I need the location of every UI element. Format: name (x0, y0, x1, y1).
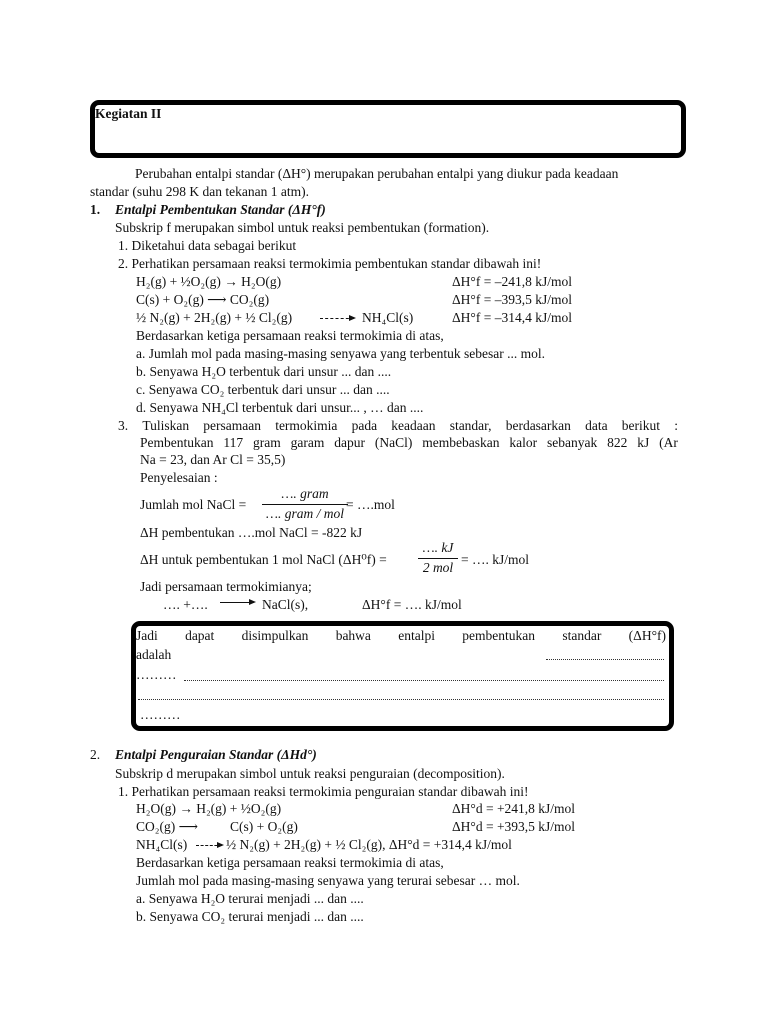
question-b: b. Senyawa H₂O terbentuk dari unsur ... dan .... (136, 364, 392, 379)
section-1-subscript-note: Subskrip f merupakan simbol untuk reaksi pembentukan (formation). (115, 220, 490, 235)
word: gram (253, 435, 281, 450)
section-2-mol-question: Jumlah mol pada masing-masing senyawa yang terurai sebesar … mol. (136, 873, 520, 888)
section-1-based-on: Berdasarkan ketiga persamaan reaksi termokimia di atas, (136, 328, 444, 343)
formation-equation-3-reactants: ½ N₂(g) + 2H₂(g) + ½ Cl₂(g) (136, 310, 293, 325)
word: 3. (118, 418, 129, 433)
word: sebanyak (546, 435, 598, 450)
conclusion-line-2: adalah (136, 647, 172, 662)
formation-equation-2: C(s) + O₂(g) ⟶ CO₂(g) (136, 292, 270, 307)
section-1-item-1: 1. Diketahui data sebagai berikut (118, 238, 297, 253)
word: bahwa (335, 628, 371, 643)
dh-formation-line: ΔH pembentukan ….mol NaCl = -822 kJ (140, 525, 363, 540)
activity-title-box (90, 100, 686, 158)
formation-enthalpy-3: ΔH°f = –314,4 kJ/mol (452, 310, 572, 325)
formation-enthalpy-1: ΔH°f = –241,8 kJ/mol (452, 274, 572, 289)
dh-per-mol-label: ΔH untuk pembentukan 1 mol NaCl (ΔH⁰f) = (140, 552, 387, 567)
word: berdasarkan (505, 418, 571, 433)
section-1-item-2: 2. Perhatikan persamaan reaksi termokimia pembentukan standar dibawah ini! (118, 256, 542, 271)
word: Jadi (136, 628, 158, 643)
word: berikut (621, 418, 661, 433)
decomposition-equation-2-reactant: CO₂(g) ⟶ (136, 819, 198, 834)
dh-fraction-denominator: 2 mol (422, 560, 454, 575)
question-a: a. Jumlah mol pada masing-masing senyawa yang terbentuk sebesar ... mol. (136, 346, 546, 361)
section-1-item-3-line-2 (140, 434, 678, 451)
fraction-bar (418, 558, 458, 559)
word: kalor (509, 435, 538, 450)
word: kJ (637, 435, 650, 450)
word: pembentukan (462, 628, 536, 643)
intro-line-2: standar (suhu 298 K dan tekanan 1 atm). (90, 184, 309, 199)
word: Tuliskan (142, 418, 190, 433)
final-equation-reactants: …. +…. (163, 597, 208, 612)
section-1-item-3-line-1 (118, 417, 678, 434)
word: disimpulkan (241, 628, 309, 643)
fraction-bar (262, 504, 348, 505)
word: dapat (185, 628, 215, 643)
decomposition-equation-3-rest: ½ N₂(g) + 2H₂(g) + ½ Cl₂(g), ΔH°d = +314,4 kJ/mol (226, 837, 512, 852)
reaction-arrow (320, 318, 354, 319)
section-2-heading: Entalpi Penguraian Standar (ΔHd°) (115, 747, 317, 762)
mol-result: = ….mol (346, 497, 395, 512)
word: data (585, 418, 608, 433)
mol-nacl-label: Jumlah mol NaCl = (140, 497, 247, 512)
section-2-number: 2. (90, 747, 101, 762)
word: termokimia (275, 418, 338, 433)
conclusion-line-3: ……… (136, 667, 177, 682)
decomposition-equation-3-reactant: NH₄Cl(s) (136, 837, 188, 852)
word: 822 (607, 435, 628, 450)
decomposition-equation-2-products: C(s) + O₂(g) (230, 819, 298, 834)
solution-label: Penyelesaian : (140, 470, 218, 485)
mol-fraction-numerator: …. gram (281, 486, 329, 501)
word: entalpi (398, 628, 435, 643)
decomposition-enthalpy-1: ΔH°d = +241,8 kJ/mol (452, 801, 576, 816)
word: standar (562, 628, 602, 643)
word: garam (290, 435, 325, 450)
reaction-arrow (220, 602, 254, 603)
word: dapur (334, 435, 365, 450)
section-2-subscript-note: Subskrip d merupakan simbol untuk reaksi penguraian (decomposition). (115, 766, 505, 781)
question-d: d. Senyawa NH₄Cl terbentuk dari unsur... , … dan .... (136, 400, 424, 415)
answer-dotted-line (184, 680, 664, 681)
decomposition-enthalpy-2: ΔH°d = +393,5 kJ/mol (452, 819, 576, 834)
formation-equation-1: H₂(g) + ½O₂(g) → H₂O(g) (136, 274, 282, 289)
word: standar, (449, 418, 492, 433)
intro-line-1: Perubahan entalpi standar (ΔH°) merupakan perubahan entalpi yang diukur pada keadaan (135, 166, 619, 181)
word: : (674, 418, 678, 433)
section-1-heading: Entalpi Pembentukan Standar (ΔH°f) (115, 202, 326, 217)
section-2-based-on: Berdasarkan ketiga persamaan reaksi termokimia di atas, (136, 855, 444, 870)
word: (Ar (659, 435, 678, 450)
answer-dotted-line (546, 659, 664, 660)
final-equation-product: NaCl(s), (262, 597, 309, 612)
final-equation-enthalpy: ΔH°f = …. kJ/mol (362, 597, 462, 612)
formation-equation-3-product: NH₄Cl(s) (362, 310, 414, 325)
decomposition-equation-1: H₂O(g) → H₂(g) + ½O₂(g) (136, 801, 282, 816)
formation-enthalpy-2: ΔH°f = –393,5 kJ/mol (452, 292, 572, 307)
section-1-number: 1. (90, 202, 101, 217)
section-1-item-3-line-3: Na = 23, dan Ar Cl = 35,5) (140, 452, 286, 467)
section-2-question-a: a. Senyawa H₂O terurai menjadi ... dan .... (136, 891, 364, 906)
so-equation-label: Jadi persamaan termokimianya; (140, 579, 312, 594)
word: persamaan (203, 418, 261, 433)
dh-fraction-numerator: …. kJ (422, 540, 454, 555)
dh-result: = …. kJ/mol (461, 552, 529, 567)
section-2-question-b: b. Senyawa CO₂ terurai menjadi ... dan .... (136, 909, 364, 924)
conclusion-line-1 (136, 627, 666, 644)
answer-dotted-line (138, 699, 664, 700)
word: (ΔH°f) (628, 628, 666, 643)
conclusion-line-end: ……… (140, 707, 181, 722)
reaction-arrow (196, 845, 222, 846)
word: Pembentukan (140, 435, 214, 450)
question-c: c. Senyawa CO₂ terbentuk dari unsur ... dan .... (136, 382, 390, 397)
word: keadaan (391, 418, 436, 433)
word: pada (351, 418, 378, 433)
word: (NaCl) (374, 435, 413, 450)
activity-title: Kegiatan II (95, 106, 162, 121)
word: membebaskan (422, 435, 500, 450)
word: 117 (223, 435, 244, 450)
mol-fraction-denominator: …. gram / mol (265, 506, 344, 521)
section-2-item-1: 1. Perhatikan persamaan reaksi termokimia penguraian standar dibawah ini! (118, 784, 529, 799)
